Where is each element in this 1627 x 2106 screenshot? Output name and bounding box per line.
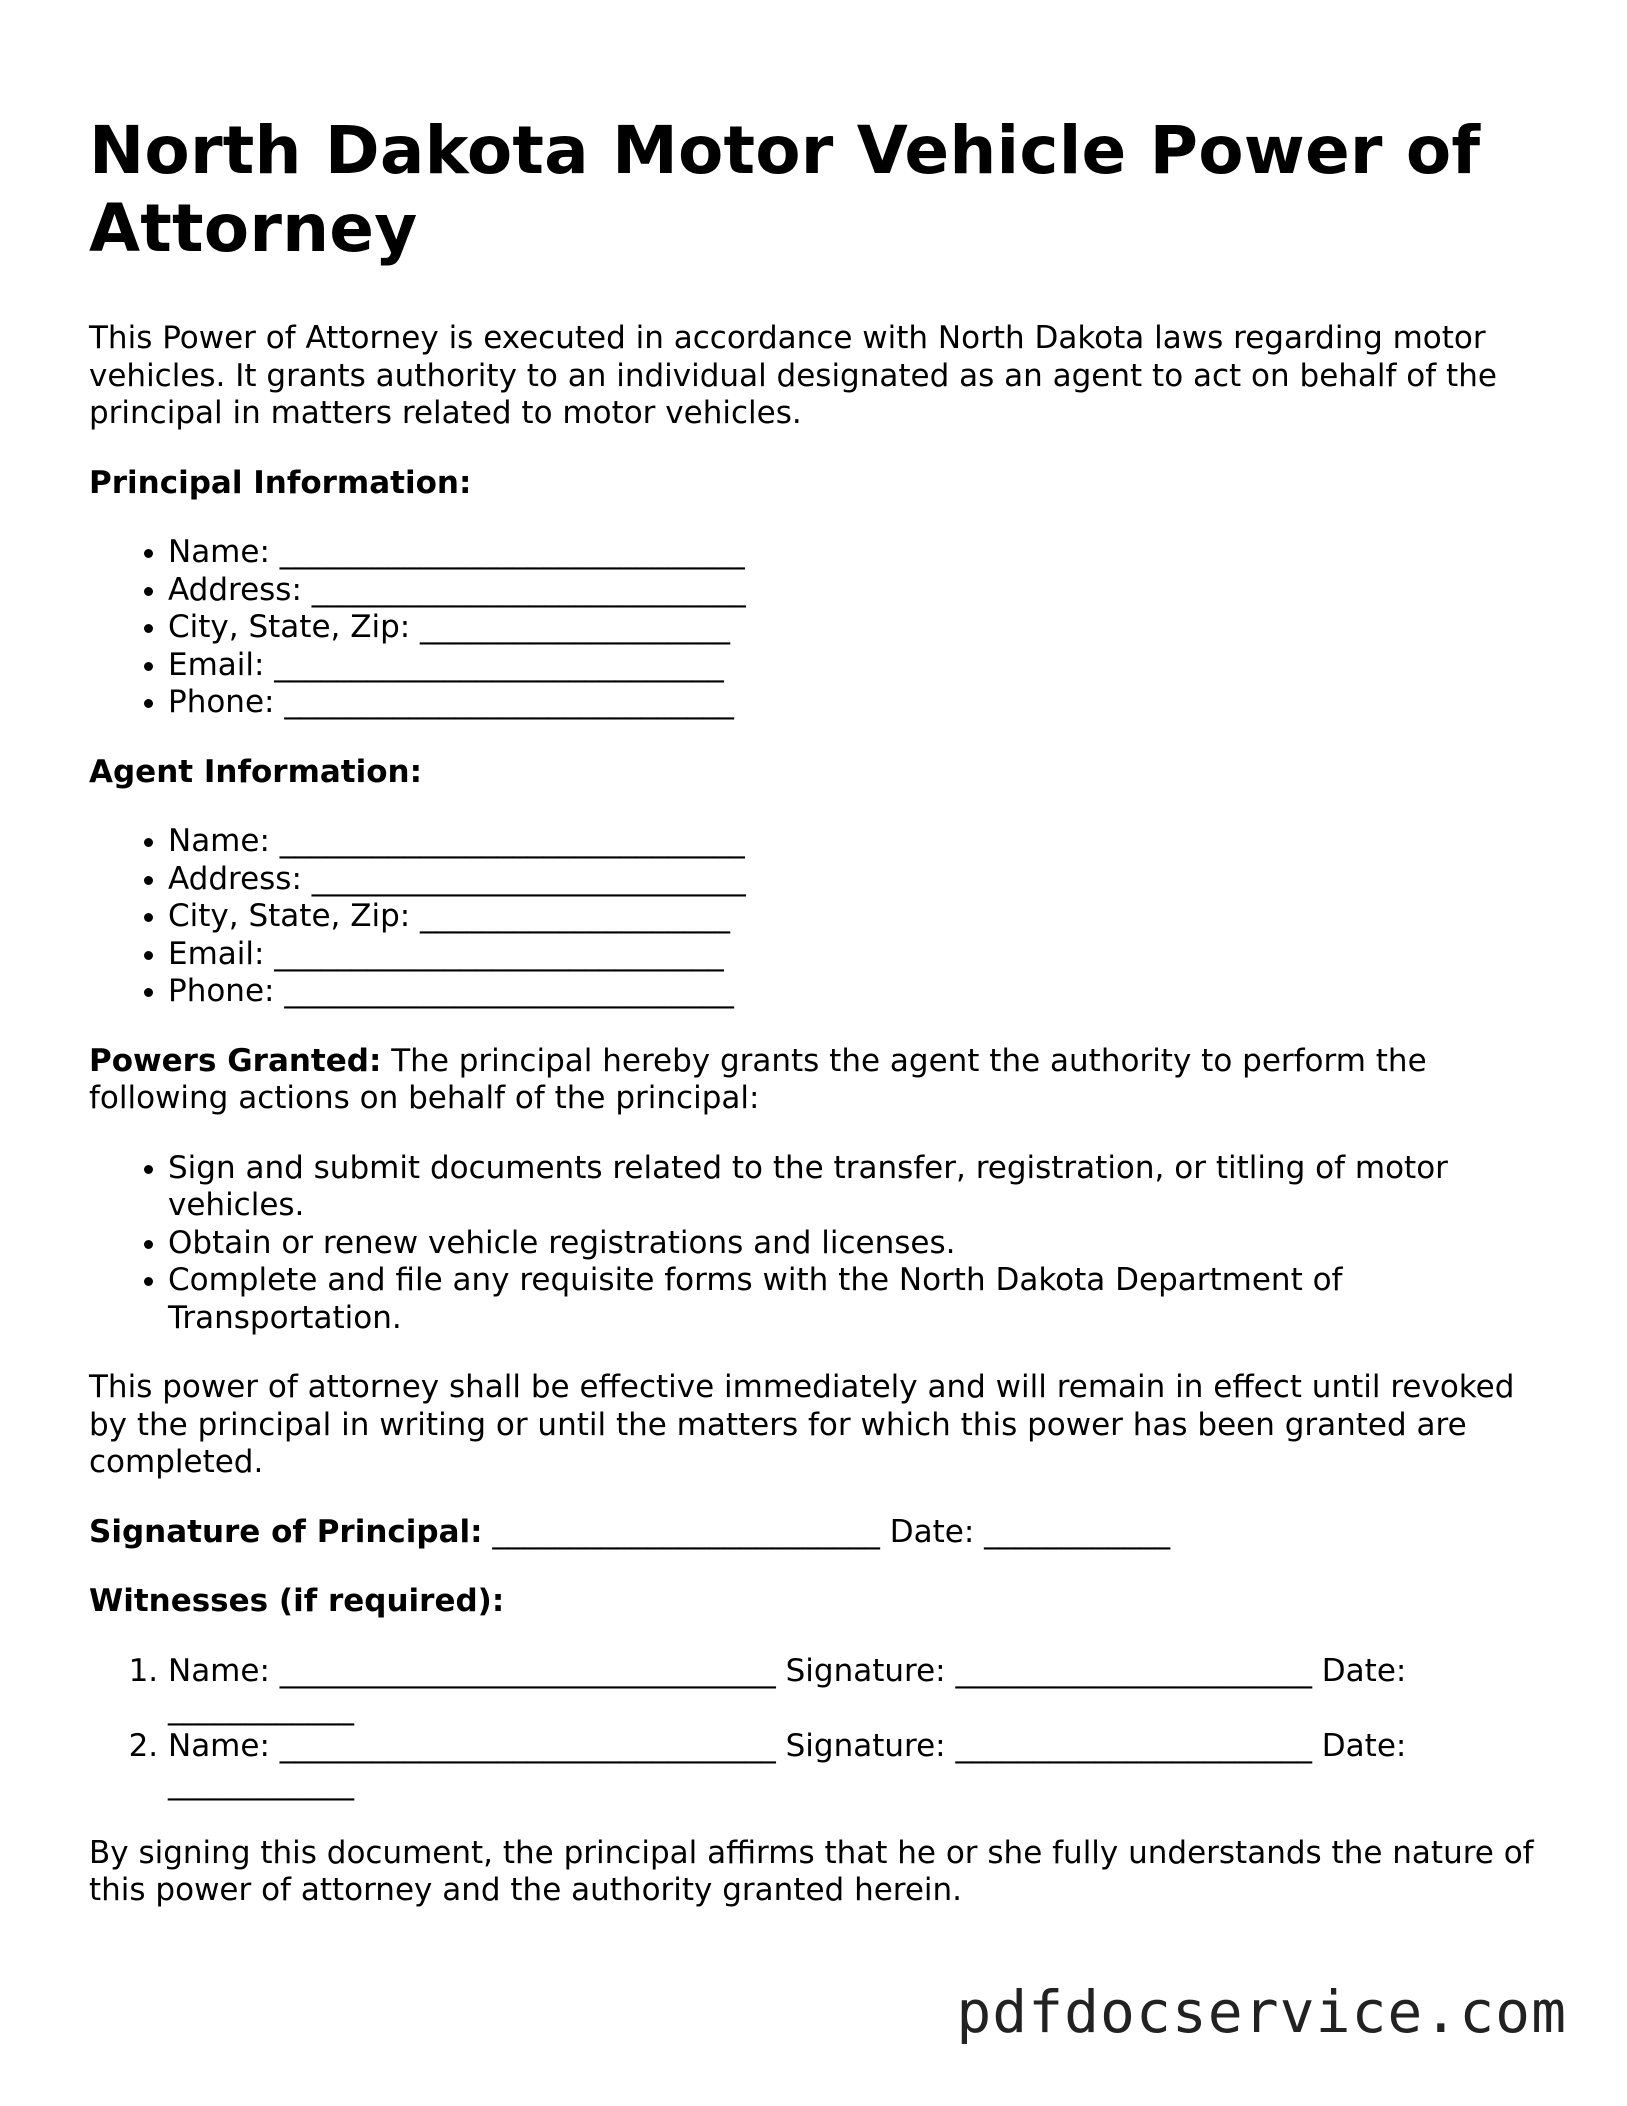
document-title: North Dakota Motor Vehicle Power of Attorney	[89, 112, 1481, 267]
witnesses-list	[89, 1653, 1539, 1803]
principal-phone-field: • Phone: _____________________________	[168, 684, 1539, 722]
agent-name-field: • Name: ______________________________	[168, 823, 1539, 861]
principal-city-state-zip-field: • City, State, Zip: ____________________	[168, 609, 1539, 647]
witness-item: 2. Name: ________________________________ Signature: _______________________ Date: ____________	[168, 1728, 1539, 1803]
principal-address-field: • Address: ____________________________	[168, 572, 1539, 610]
principal-heading: Principal Information:	[89, 464, 472, 501]
powers-text: The principal hereby grants the agent the authority to perform the following actions on behalf of the principal:	[89, 1042, 1427, 1116]
agent-heading: Agent Information:	[89, 753, 422, 790]
signature-label: Signature of Principal:	[89, 1513, 483, 1550]
powers-label: Powers Granted:	[89, 1042, 382, 1079]
signature-line	[89, 1514, 1539, 1552]
power-item: • Obtain or renew vehicle registrations and licenses.	[168, 1225, 1539, 1263]
power-item: • Sign and submit documents related to the transfer, registration, or titling of motor vehicles.	[168, 1150, 1539, 1225]
witness-item: 1. Name: ________________________________ Signature: _______________________ Date: ____________	[168, 1653, 1539, 1728]
powers-paragraph	[89, 1043, 1539, 1118]
agent-phone-field: • Phone: _____________________________	[168, 973, 1539, 1011]
document-page	[89, 112, 1539, 1942]
closing-paragraph: By signing this document, the principal affirms that he or she fully understands the nature of this power of attorney and the authority granted herein.	[89, 1834, 1534, 1908]
agent-address-field: • Address: ____________________________	[168, 861, 1539, 899]
principal-name-field: • Name: ______________________________	[168, 534, 1539, 572]
agent-city-state-zip-field: • City, State, Zip: ____________________	[168, 898, 1539, 936]
intro-paragraph: This Power of Attorney is executed in accordance with North Dakota laws regarding motor vehicles. It grants authority to an individual designated as an agent to act on behalf of the principal in matters related to motor vehicles.	[89, 320, 1497, 431]
principal-email-field: • Email: _____________________________	[168, 647, 1539, 685]
signature-blanks: _________________________ Date: ____________	[482, 1513, 1171, 1550]
effective-paragraph: This power of attorney shall be effective immediately and will remain in effect until revoked by the principal in writing or until the matters for which this power has been granted are completed.	[89, 1369, 1515, 1480]
power-item: • Complete and file any requisite forms with the North Dakota Department of Transportation.	[168, 1262, 1539, 1337]
powers-list	[89, 1150, 1539, 1338]
agent-email-field: • Email: _____________________________	[168, 936, 1539, 974]
principal-fields	[89, 534, 1539, 722]
witnesses-heading: Witnesses (if required):	[89, 1583, 505, 1619]
agent-fields	[89, 823, 1539, 1011]
watermark-logo: pdfdocservice.com	[956, 1978, 1567, 2046]
